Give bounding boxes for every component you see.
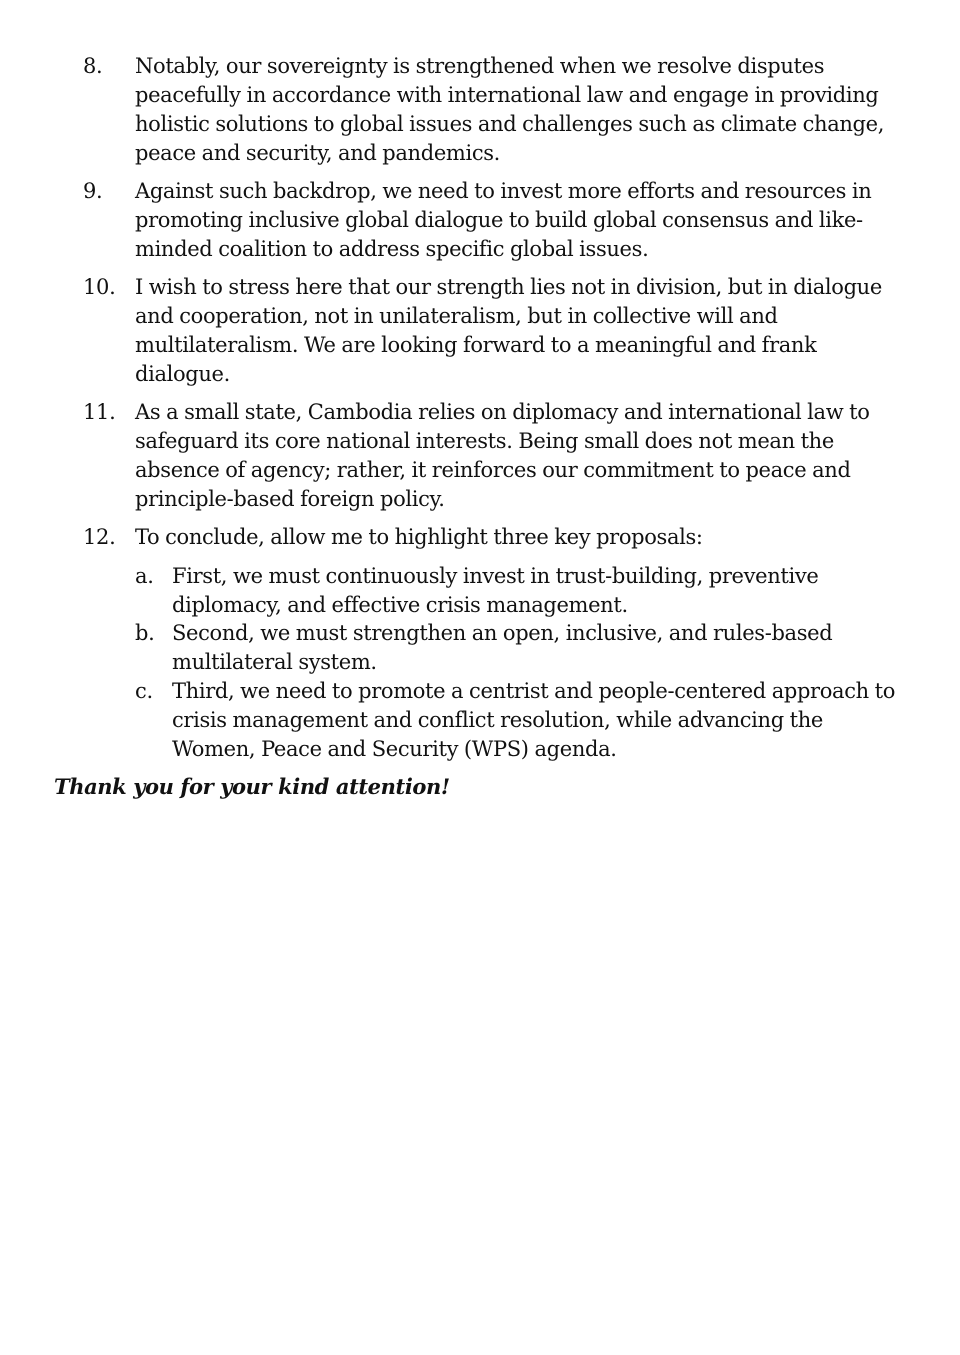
text-line: First, we must continuously invest in trust-building, preventive: [172, 564, 819, 588]
proposal-text: [172, 677, 960, 764]
text-line: dialogue.: [135, 362, 230, 386]
proposal-text: [172, 562, 960, 620]
text-line: To conclude, allow me to highlight three key proposals:: [135, 525, 703, 549]
text-line: As a small state, Cambodia relies on diplomacy and international law to: [135, 400, 870, 424]
proposal-letter: a.: [135, 564, 154, 588]
proposal-letter: c.: [135, 679, 153, 703]
text-line: peacefully in accordance with international law and engage in providing: [135, 83, 879, 107]
paragraph-text: [135, 52, 935, 168]
text-line: Women, Peace and Security (WPS) agenda.: [172, 737, 617, 761]
text-line: multilateral system.: [172, 650, 377, 674]
paragraph-number: 8.: [83, 54, 103, 78]
closing-remark: Thank you for your kind attention!: [54, 774, 450, 799]
text-line: Notably, our sovereignty is strengthened when we resolve disputes: [135, 54, 825, 78]
paragraph-number: 11.: [83, 400, 116, 424]
text-line: absence of agency; rather, it reinforces our commitment to peace and: [135, 458, 851, 482]
text-line: Third, we need to promote a centrist and people-centered approach to: [172, 679, 896, 703]
paragraph-text: [135, 273, 935, 389]
paragraph-text: [135, 177, 935, 264]
text-line: promoting inclusive global dialogue to build global consensus and like-: [135, 208, 863, 232]
text-line: minded coalition to address specific global issues.: [135, 237, 649, 261]
text-line: holistic solutions to global issues and challenges such as climate change,: [135, 112, 885, 136]
text-line: peace and security, and pandemics.: [135, 141, 500, 165]
text-line: I wish to stress here that our strength lies not in division, but in dialogue: [135, 275, 882, 299]
text-line: multilateralism. We are looking forward to a meaningful and frank: [135, 333, 817, 357]
proposal-text: [172, 619, 960, 677]
text-line: Second, we must strengthen an open, inclusive, and rules-based: [172, 621, 833, 645]
paragraph-number: 12.: [83, 525, 116, 549]
paragraph-text: [135, 523, 935, 552]
text-line: principle-based foreign policy.: [135, 487, 445, 511]
text-line: safeguard its core national interests. Being small does not mean the: [135, 429, 834, 453]
text-line: diplomacy, and effective crisis management.: [172, 593, 628, 617]
paragraph-number: 10.: [83, 275, 116, 299]
paragraph-number: 9.: [83, 179, 103, 203]
text-line: crisis management and conflict resolution, while advancing the: [172, 708, 823, 732]
text-line: Against such backdrop, we need to invest more efforts and resources in: [135, 179, 872, 203]
paragraph-text: [135, 398, 935, 514]
proposal-letter: b.: [135, 621, 155, 645]
text-line: and cooperation, not in unilateralism, but in collective will and: [135, 304, 778, 328]
